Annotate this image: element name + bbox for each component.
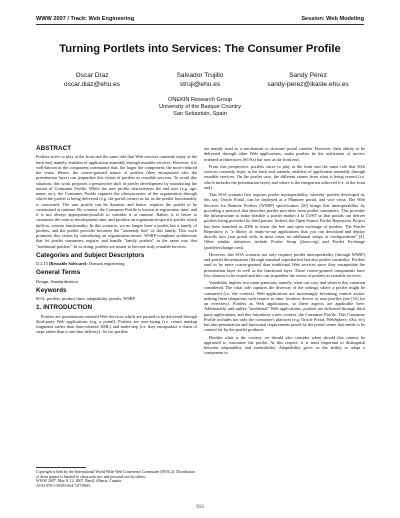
author [159, 71, 241, 89]
abstract-text: Portlets strive to play at the front end the same role that Web services currently enjoy at the back end, namely, enablers of application assembly through reusable services. However, it is well-known in the component community that, the larger the component, the more reduced the reuse. Hence, the coarse-grained nature of portlets (they encapsulate also the presentation layer) can jeopardize this vision of portlets as reusable services. To avoid this situation, this work proposes a perspective shift in portlet development by introducing the notion of Consumer Profile. While the user profile characterizes the end user (e.g. age, name, etc), the Consumer Profile captures the idiosyncrasies of the organization through which the portlet is being delivered (e.g. the portal owner) as far as the portlet functionality is concerned. The user profile can be dynamic and hence, requires the portlet to be customized at runtime. By contrast, the Consumer Profile is known at registration time, and it is not always appropriate/possible to consider it at runtime. Rather, it is better to customize the code at development time, and produce an organization-specific portlet which built-in, custom functionality. In this scenario, we no longer have a portlet but a family of portlets, and the portlet provider becomes the "assembly line" of this family. This work promotes this vision by introducing an organization-aware, WSRP-compliant architecture that let portlet consumers registry and handle "family portlets" in the same way that "traditional portlets". In so doing, portlets are nearer to become truly reusable services. [36, 154, 197, 249]
author-name: Oscar Díaz [75, 72, 109, 79]
categories-descriptor: Domain engineering [88, 261, 125, 266]
affiliation-line: ONEKIN Research Group [167, 97, 233, 103]
body-paragraph: From this perspective, portlets strive to play at the front end the same role that Web services currently enjoy at the back end, namely, enablers of application assembly through reusable services. On the portlet case, the different stones from what is being reused (i.e. which includes the presentation layer) and where is the integration achieved (i.e. at the front end). [204, 163, 365, 190]
general-terms-text: Design, Standardization [36, 278, 78, 284]
categories-heading: Categories and Subject Descriptors [36, 251, 145, 259]
author-name: Salvador Trujillo [176, 72, 224, 79]
body-paragraph: are mainly used as a mechanism to structure portal content. However, their ability to be delivered through other Web applications, make portlets be the realization of service oriented architectures (SOAs) but now at the front end. [204, 146, 365, 162]
author-name: Sandy Pérez [289, 72, 327, 79]
authors-block [0, 71, 400, 89]
affiliation-line: San Sebastián, Spain [173, 111, 227, 117]
body-paragraph: Besides what is the context, we should also consider when should this context be appraised to customize the portlet. At this respect, it is most important to distinguish between adaptability and extensibility. Adaptability gives us the ability to adapt a component to [204, 334, 365, 356]
running-head [36, 16, 364, 22]
affiliation [0, 97, 400, 118]
copyright-line: WWW 2007, May 8–12, 2007, Banff, Alberta, Canada. [36, 479, 122, 483]
running-head-rule [36, 24, 364, 25]
abstract-heading: ABSTRACT [36, 145, 72, 152]
copyright-notice [36, 467, 197, 488]
copyright-line: ACM 978-1-59593-654-7/07/0005. [36, 483, 92, 488]
categories-code: D.2.13 [36, 261, 48, 266]
introduction-heading: 1. INTRODUCTION [36, 304, 93, 312]
author-email: struji@ehu.es [179, 81, 221, 88]
copyright-line: Copyright is held by the International World Wide Web Conference Committee (IW3C2). Distribution of these papers is limited to classroom use, and personal use by others. [36, 470, 196, 479]
introduction-text: Portlets are presentation-oriented Web Services which are packed to be delivered through third-party Web applications (e.g. a portal). Portlets are user-facing (i.e. return markup fragments rather than data-oriented XML) and multi-step (i.e. they encapsulate a chain of steps rather than a one-shot delivery). So far, portlets [36, 313, 197, 335]
body-paragraph: However, this SOA scenario not only requires portlet interoperability (through WSRP) and portlet dissemination (through standard repositories) but also portlet variability. Portlets tend to be more coarse-grained than traditional Web services since they encapsulate the presentation layer as well as the functional layer. These coarse-grained components have less chances to be reused and this can jeopardize the vision of portlets as reusable services. [204, 251, 365, 278]
running-head-left: WWW 2007 / Track: Web Engineering [36, 16, 135, 22]
running-head-right: Session: Web Modeling [301, 16, 364, 22]
author [267, 71, 349, 89]
footnote-rule [36, 467, 86, 468]
author-email: oscar.diaz@ehu.es [63, 81, 121, 88]
keywords-heading: Keywords [36, 286, 67, 294]
affiliation-line: University of the Basque Country [159, 104, 241, 110]
paper-title: Turning Portlets into Services: The Consumer Profile [59, 43, 341, 55]
right-column [204, 146, 365, 358]
page-number: 913 [196, 505, 204, 510]
general-terms-heading: General Terms [36, 269, 81, 277]
body-paragraph: This SOA scenario first requires portlet interoperability, whereby portlets developed in, lets say, Oracle Portal, can be deployed at a Plumtree portal, and vice versa. The Web Services for Remote Portlets (WSRP) specification [20] brings this interoperability by providing a protocol that describes portlet providers from portlet consumers. This provides the infrastructure to make feasible a portlet market à la COST so that portals can deliver portlets being provided by third parties. Indeed, the Open Source Portlet Repository Project has been launched in 2006 to foster the free and open exchange of portlets. The Portlet Repository is "a library of ready-to-run applications that you can download and deploy directly into your portal with, in most cases, no additional setups or configurations" [4]. Other similar initiatives include Portlet Swap (jboss.org) and Portlet Exchange (portletexchange.com). [204, 192, 365, 250]
author [51, 71, 133, 89]
categories-label: [Reusable Software]: [48, 261, 88, 266]
body-paragraph: Variability implies two main questions, namely, what can vary and when is this variation considered. The what side captures the diversity of the settings where a portlet might be consumed (i.e. the context). Web applications are increasingly becoming context aware, making them ubiquitous with respect to time, location, device or user profiles (see [16] for an overview). Portlets as Web applications, so these aspects are applicable here. Additionally, and unlike "traditional" Web applications, portlets are delivered through third party applications, and this introduces a new context: the Consumer Profile. This Consumer Profile includes not only the consumer's platform (e.g. Oracle Portal, WebSphere, eXo, etc) but also presentation and functional requirements posed by the portal owner that needs to be catered for by the portlet producer. [204, 280, 365, 333]
keywords-text: SOA, portlets, product lines, adaptability, portals, WSRP [36, 296, 135, 301]
author-email: sandy-perez@ikasle.ehu.es [267, 81, 349, 88]
left-column [36, 146, 197, 337]
categories-text [36, 261, 197, 266]
